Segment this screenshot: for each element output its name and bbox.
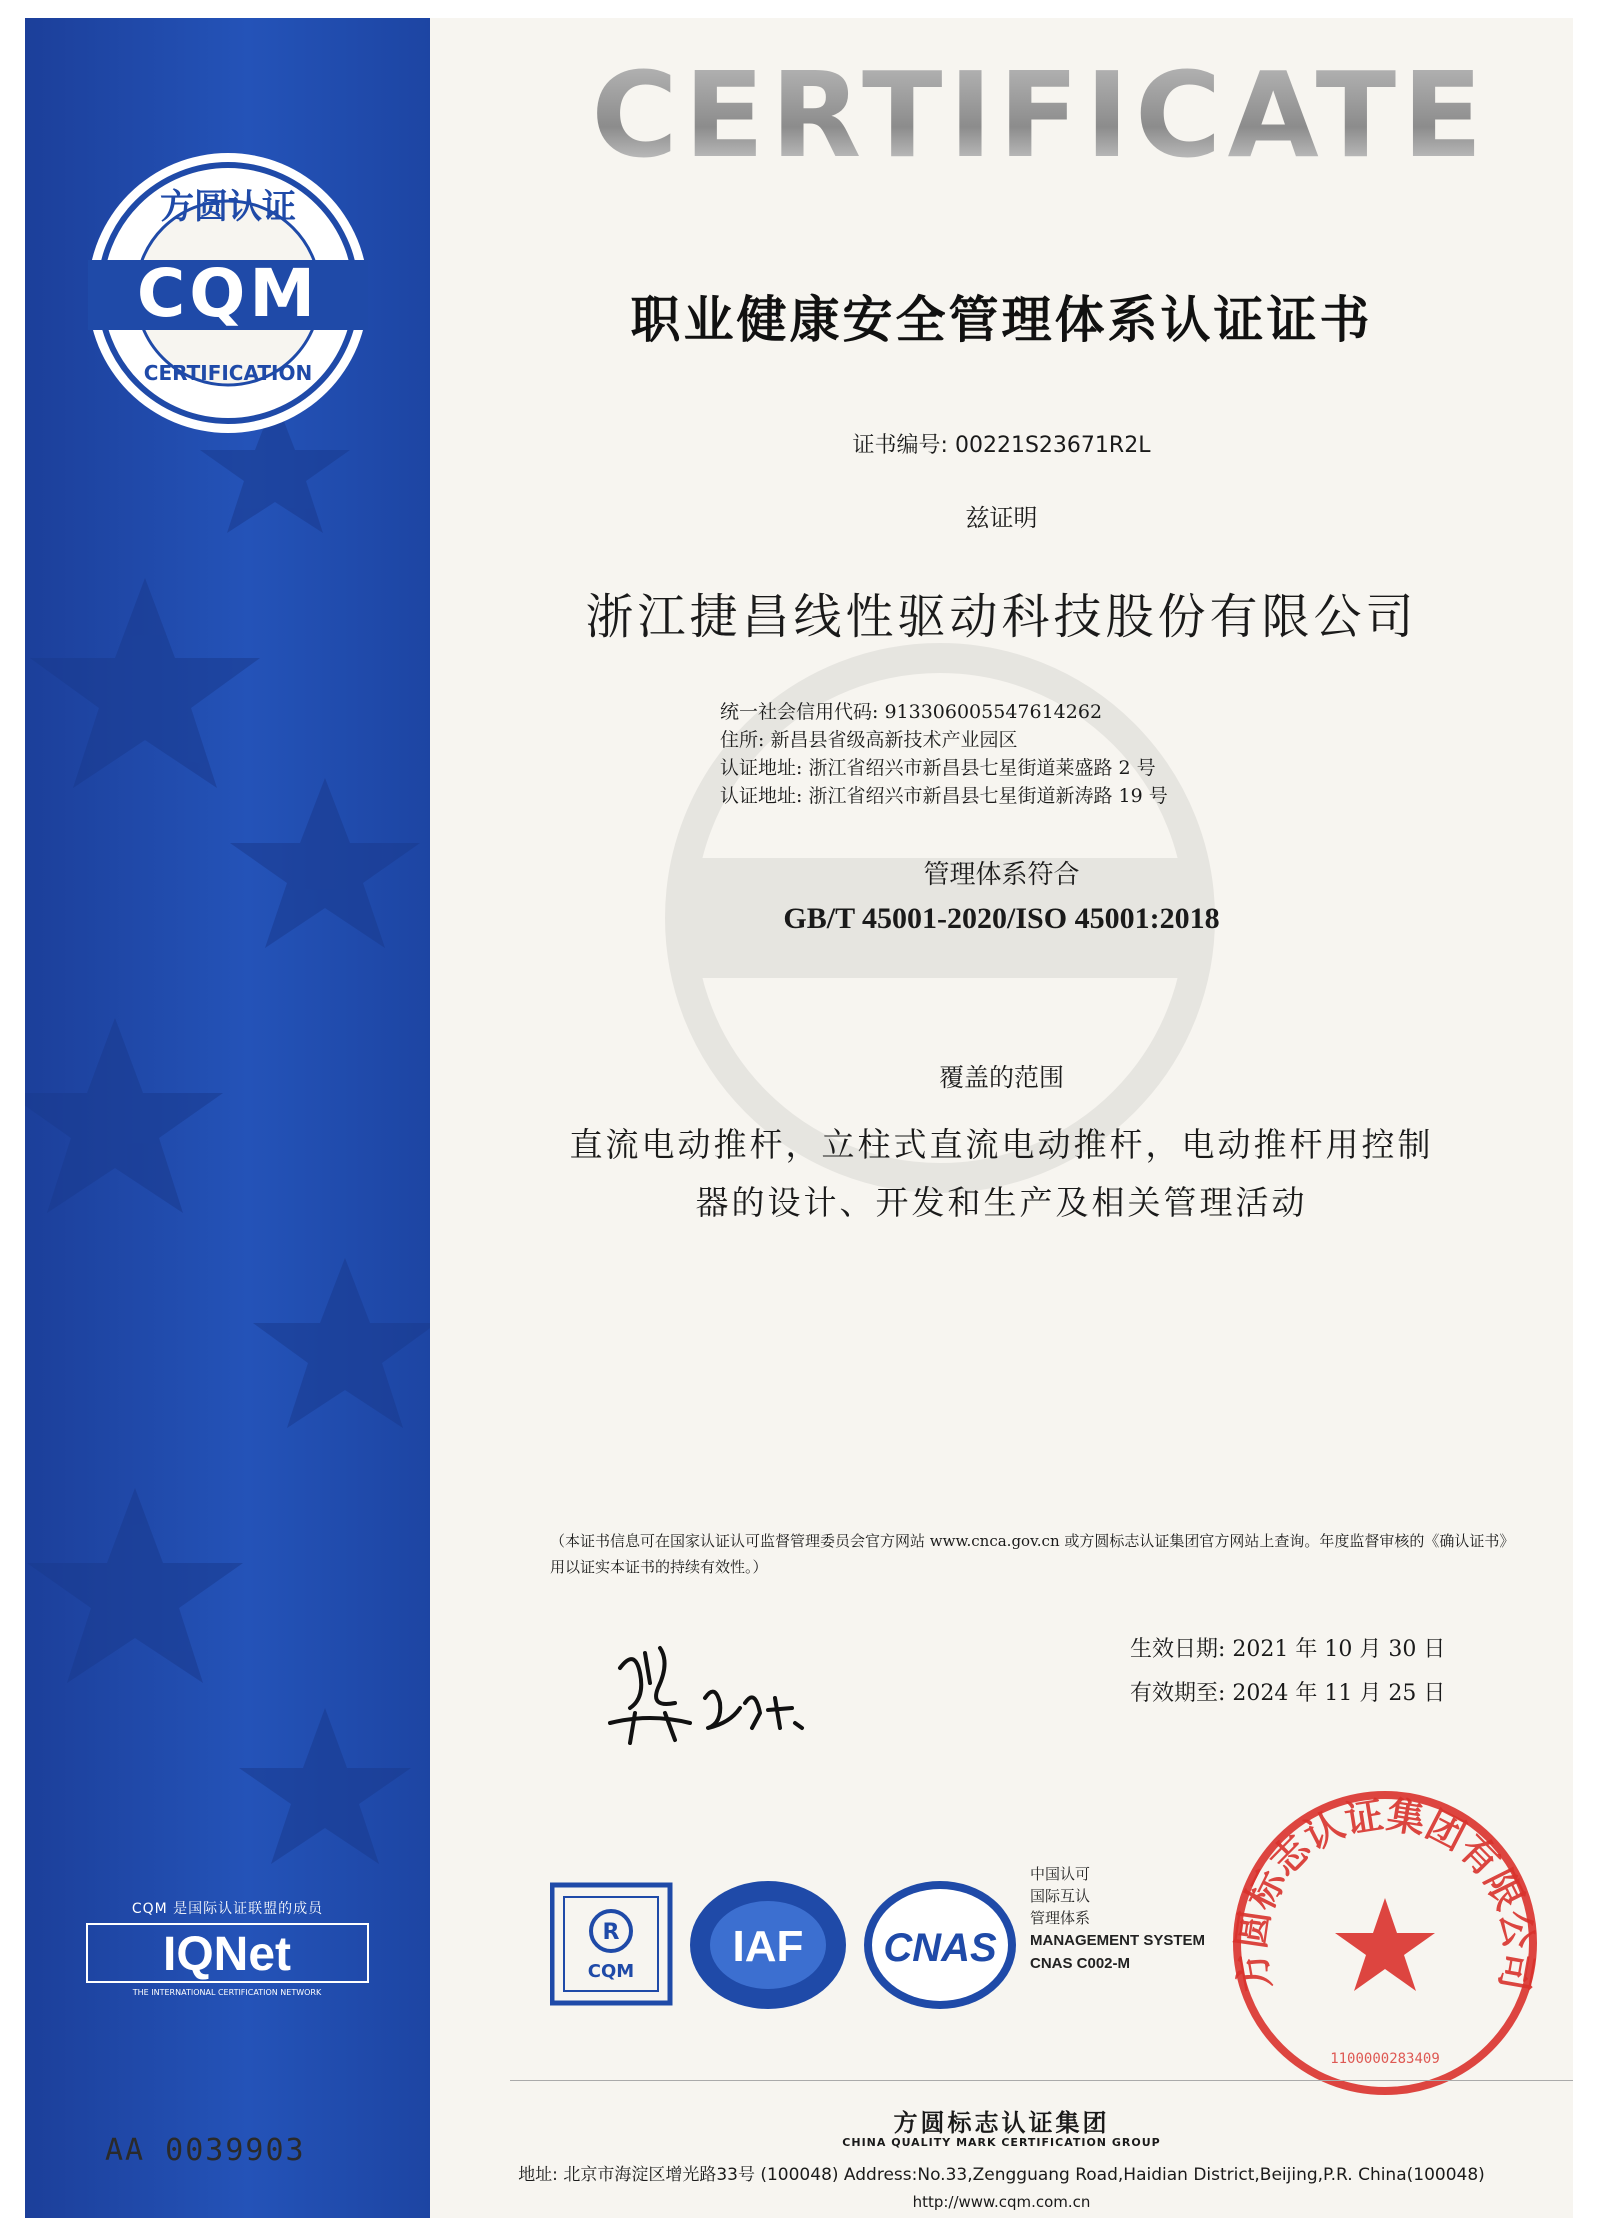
left-blue-band: [25, 18, 430, 2218]
domicile: 住所: 新昌县省级高新技术产业园区: [720, 729, 1018, 751]
footer-divider: [510, 2080, 1573, 2081]
cert-address-2: 认证地址: 浙江省绍兴市新昌县七星街道新涛路 19 号: [720, 785, 1168, 807]
iqnet-logo: [85, 1898, 370, 2002]
accreditation-logos: [550, 1873, 1020, 2023]
svg-text:1100000283409: 1100000283409: [1330, 2051, 1440, 2067]
svg-text:CQM: CQM: [587, 1961, 635, 1982]
scope-label: 覆盖的范围: [938, 1063, 1064, 1092]
serial-number: AA 0039903: [105, 2133, 306, 2168]
iqnet-mark: [85, 1918, 370, 1998]
certificate-number-label: 证书编号:: [852, 433, 948, 458]
valid-until: 有效期至: 2024 年 11 月 25 日: [1130, 1681, 1446, 1706]
scope-text: [430, 1116, 1573, 1232]
cnas-logo: [864, 1881, 1016, 2009]
footer-url: http://www.cqm.com.cn: [912, 2193, 1091, 2211]
group-name: 方圆标志认证集团: [893, 2109, 1110, 2137]
credit-code: 统一社会信用代码: 913306005547614262: [720, 701, 1103, 723]
group-name-en: CHINA QUALITY MARK CERTIFICATION GROUP: [842, 2136, 1161, 2149]
iaf-logo: [690, 1881, 846, 2009]
signature: [580, 1628, 840, 1758]
company-name: 浙江捷昌线性驱动科技股份有限公司: [585, 589, 1418, 645]
cnas-line: 国际互认: [1030, 1887, 1091, 1905]
cnas-line: CNAS C002-M: [1030, 1955, 1131, 1972]
svg-text:THE INTERNATIONAL CERTIFICATIO: THE INTERNATIONAL CERTIFICATION NETWORK: [132, 1988, 322, 1997]
svg-text:方圆标志认证集团有限公司: 方圆标志认证集团有限公司: [1227, 1791, 1543, 1995]
footer-address: 地址: 北京市海淀区增光路33号 (100048) Address:No.33,Zengguang Road,Haidian District,Beijing,P.R. China(100048): [518, 2165, 1485, 2185]
conform-label: 管理体系符合: [923, 860, 1080, 890]
iqnet-caption: CQM 是国际认证联盟的成员: [131, 1901, 324, 1917]
validity-dates: [1130, 1628, 1445, 1716]
svg-text:IQNet: IQNet: [162, 1928, 292, 1981]
svg-text:CQM: CQM: [136, 255, 320, 332]
svg-text:R: R: [602, 1920, 620, 1945]
certificate-banner: CERTIFICATE: [591, 46, 1489, 184]
cert-address-1: 认证地址: 浙江省绍兴市新昌县七星街道莱盛路 2 号: [720, 757, 1156, 779]
certificate-content: [430, 18, 1573, 2218]
rcqm-logo: [552, 1885, 670, 2003]
certificate-sheet: [25, 18, 1573, 2218]
hereby-certify: 兹证明: [965, 504, 1038, 532]
cnas-line: 中国认可: [1030, 1865, 1091, 1883]
svg-text:方圆认证: 方圆认证: [160, 187, 296, 227]
company-info: [720, 698, 1420, 810]
cnas-line: MANAGEMENT SYSTEM: [1030, 1932, 1206, 1949]
standard: GB/T 45001-2020/ISO 45001:2018: [783, 902, 1220, 935]
certificate-number-value: 00221S23671R2L: [954, 433, 1151, 458]
effective-date: 生效日期: 2021 年 10 月 30 日: [1130, 1637, 1446, 1662]
scope-line: 器的设计、开发和生产及相关管理活动: [695, 1183, 1308, 1222]
scope-line: 直流电动推杆，立柱式直流电动推杆，电动推杆用控制: [569, 1125, 1434, 1164]
company-seal: [1225, 1783, 1545, 2103]
cnas-accreditation-text: [1030, 1863, 1205, 1975]
svg-text:CERTIFICATION: CERTIFICATION: [143, 361, 313, 385]
certificate-number: [430, 428, 1573, 459]
certificate-title: 职业健康安全管理体系认证证书: [630, 291, 1373, 349]
svg-text:CNAS: CNAS: [883, 1926, 997, 1970]
cnas-line: 管理体系: [1030, 1909, 1091, 1927]
cqm-certification-logo: [83, 148, 373, 438]
verification-note: （本证书信息可在国家认证认可监督管理委员会官方网站 www.cnca.gov.cn 或方圆标志认证集团官方网站上查询。年度监督审核的《确认证书》用以证实本证书的持续有效性。）: [550, 1532, 1507, 1576]
svg-text:IAF: IAF: [732, 1922, 804, 1971]
